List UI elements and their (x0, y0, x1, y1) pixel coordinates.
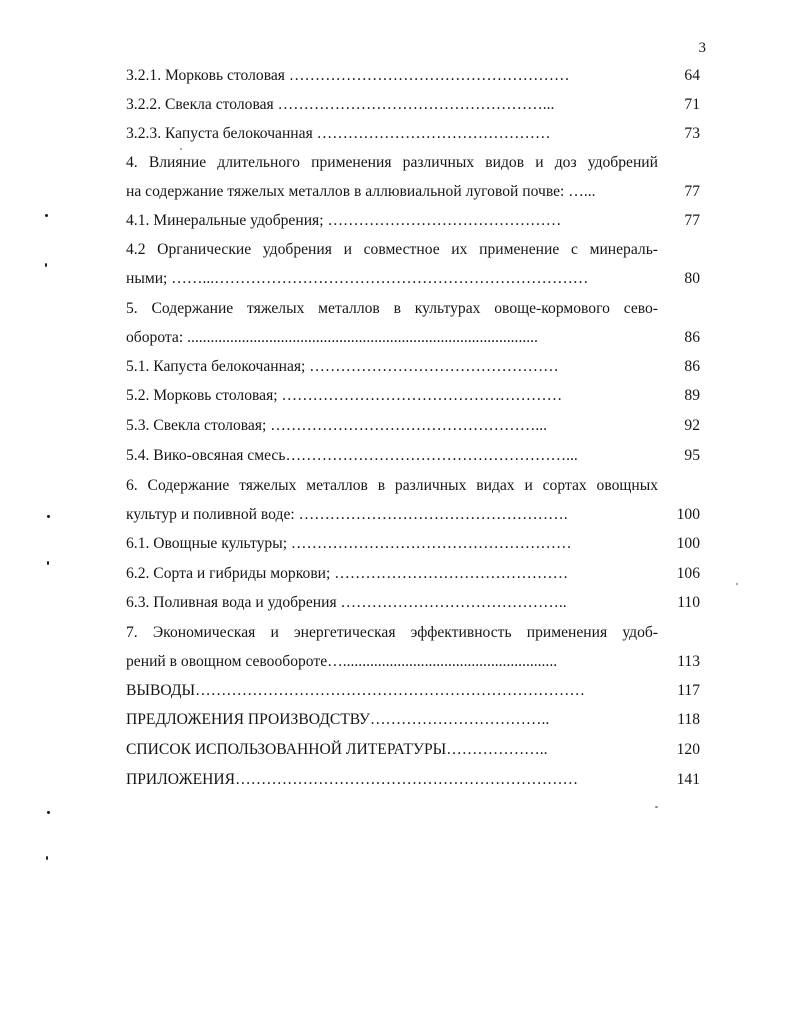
toc-entry-text: ПРИЛОЖЕНИЯ………………………………………………………… (126, 771, 579, 788)
toc-entry-text: 5.2. Морковь столовая; ……………………………………………… (126, 387, 563, 404)
toc-entry-text: 4.2 Органические удобрения и совместное их применение с минераль- (126, 241, 658, 258)
toc-entry-page: 86 (684, 358, 700, 375)
toc-entry-page: 92 (684, 417, 700, 434)
scan-speck (47, 515, 50, 518)
toc-entry-text: 3.2.1. Морковь столовая ……………………………………………… (126, 67, 570, 84)
toc-entry-text: 5. Содержание тяжелых металлов в культурах овоще-кормового сево- (126, 300, 658, 317)
scan-speck (45, 214, 48, 217)
toc-entry-text: 5.1. Капуста белокочанная; ………………………………………… (126, 358, 559, 375)
toc-entry-page: 110 (677, 594, 700, 611)
toc-entry-page: 77 (684, 183, 700, 200)
scan-speck (655, 806, 658, 808)
toc-entry-text: 5.4. Вико-овсяная смесь………………………………………………... (126, 447, 578, 464)
toc-entry-text: 6.3. Поливная вода и удобрения …………………………………….. (126, 594, 567, 611)
toc-entry-text: 7. Экономическая и энергетическая эффективность применения удоб- (126, 624, 658, 641)
toc-entry-text: 6. Содержание тяжелых металлов в различных видах и сортах овощных (126, 477, 658, 494)
toc-entry-text: ВЫВОДЫ………………………………………………………………… (126, 682, 585, 699)
toc-entry-text: 4.1. Минеральные удобрения; ……………………………………… (126, 212, 562, 229)
toc-entry-text: культур и поливной воде: ……………………………………………. (126, 506, 568, 523)
scan-speck (45, 263, 47, 267)
scan-speck (47, 561, 49, 565)
toc-entry-text: 4. Влияние длительного применения различных видов и доз удобрений (126, 154, 658, 171)
toc-entry-page: 141 (676, 771, 700, 788)
scan-speck (736, 583, 738, 585)
toc-entry-page: 106 (676, 565, 700, 582)
toc-entry-text: 6.2. Сорта и гибриды моркови; ……………………………………… (126, 565, 569, 582)
toc-entry-page: 89 (684, 387, 700, 404)
toc-entry-page: 86 (684, 329, 700, 346)
toc-entry-page: 80 (684, 270, 700, 287)
toc-entry-page: 113 (677, 653, 700, 670)
toc-entry-page: 64 (684, 67, 700, 84)
toc-entry-page: 120 (676, 741, 700, 758)
toc-entry-page: 73 (684, 125, 700, 142)
scan-speck (180, 148, 182, 150)
toc-entry-text: 5.3. Свекла столовая; ……………………………………………... (126, 417, 548, 434)
scan-speck (47, 811, 50, 814)
toc-entry-text: 3.2.2. Свекла столовая ……………………………………………... (126, 96, 555, 113)
toc-entry-text: ными; ……...……………………………………………………………… (126, 270, 589, 287)
toc-entry-text: рений в овощном севообороте…....................................................... (126, 653, 558, 670)
toc-entry-text: оборота: .......................................................................................... (126, 329, 538, 346)
toc-entry-text: 6.1. Овощные культуры; ……………………………………………… (126, 535, 572, 552)
toc-entry-page: 100 (676, 535, 700, 552)
toc-entry-text: ПРЕДЛОЖЕНИЯ ПРОИЗВОДСТВУ…………………………….. (126, 711, 550, 728)
scan-speck (46, 856, 48, 860)
toc-entry-page: 118 (677, 711, 700, 728)
toc-entry-page: 95 (684, 447, 700, 464)
toc-entry-page: 71 (684, 96, 700, 113)
page-number: 3 (698, 40, 706, 56)
toc-entry-page: 117 (677, 682, 700, 699)
toc-entry-page: 100 (676, 506, 700, 523)
toc-entry-page: 77 (684, 212, 700, 229)
toc-entry-text: 3.2.3. Капуста белокочанная ……………………………………… (126, 125, 551, 142)
toc-entry-text: на содержание тяжелых металлов в аллювиальной луговой почве: …... (126, 183, 596, 200)
toc-entry-text: СПИСОК ИСПОЛЬЗОВАННОЙ ЛИТЕРАТУРЫ……………….. (126, 741, 548, 758)
